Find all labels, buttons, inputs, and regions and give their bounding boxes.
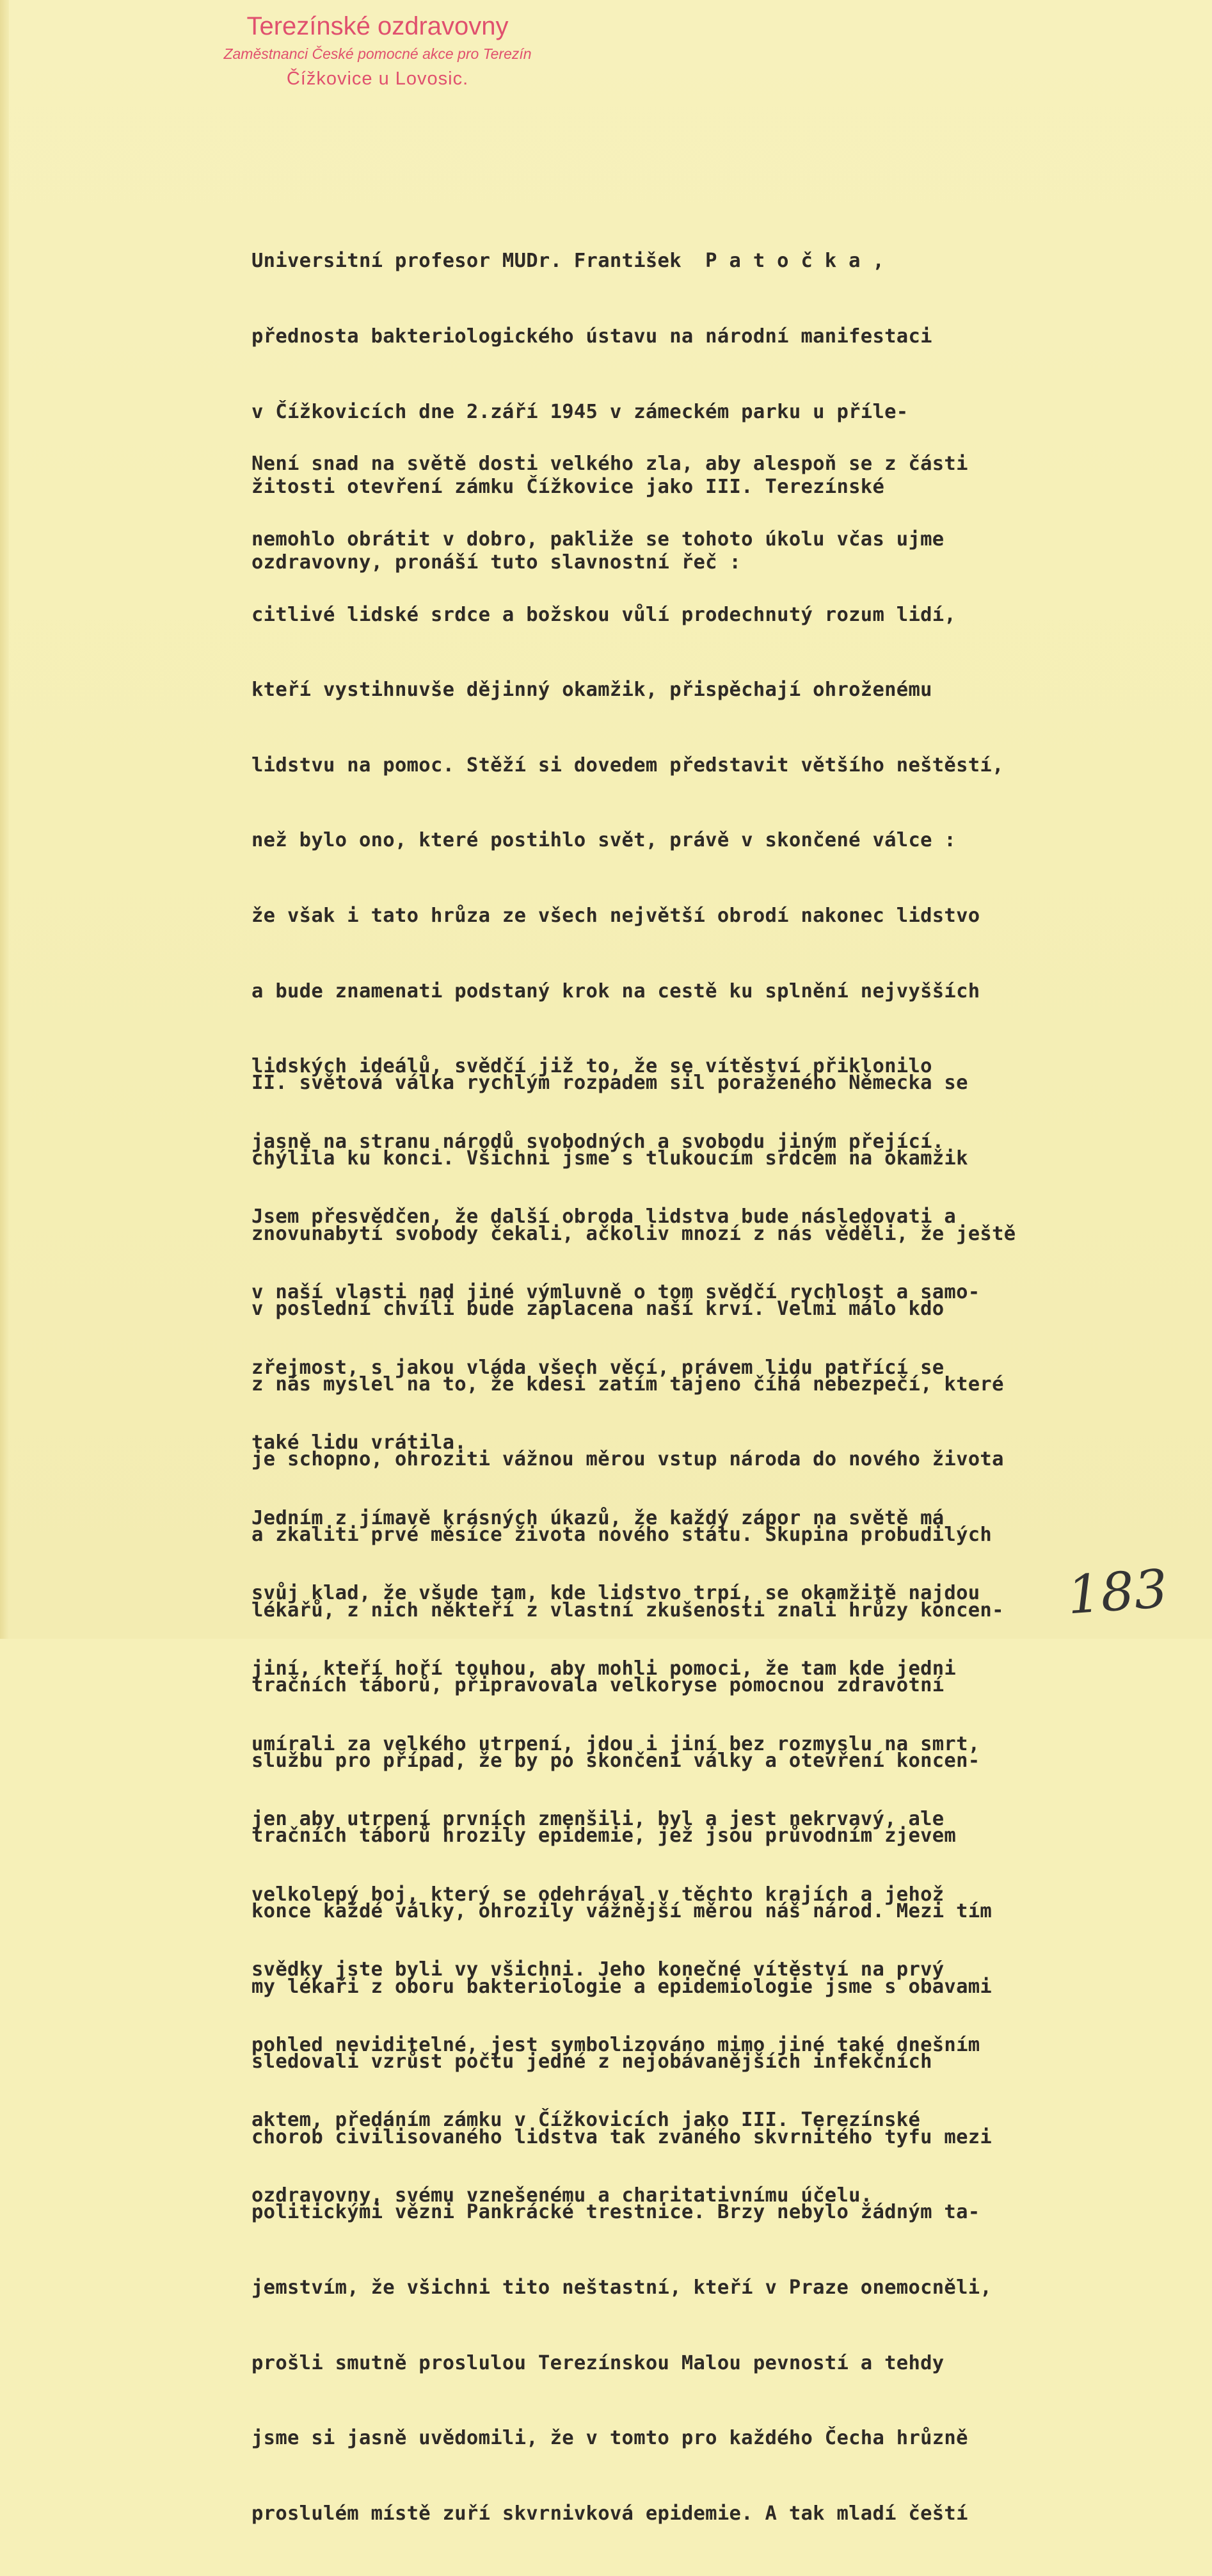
stamp-line-2: Zaměstnanci České pomocné akce pro Terezín: [223, 45, 532, 62]
text-line: lidstvu na pomoc. Stěží si dovedem představit většího neštěstí,: [251, 753, 1004, 777]
text-line: že však i tato hrůza ze všech největší obrodí nakonec lidstvo: [251, 904, 980, 927]
text-line: chýlila ku konci. Všichni jsme s tlukoucím srdcem na okamžik: [251, 1147, 968, 1170]
text-line: Universitní profesor MUDr. František P a t o č k a ,: [251, 250, 885, 273]
text-line: z nás myslel na to, že kdesi zatím tajeno číhá nebezpečí, které: [251, 1373, 1004, 1396]
text-line: velkolepý boj, který se odehrával v těchto krajích a jehož: [251, 1883, 945, 1906]
text-line: chorob civilisovaného lidstva tak zvaného skvrnitého tyfu mezi: [251, 2125, 993, 2148]
text-line: a bude znamenati podstaný krok na cestě ku splnění nejvyšších: [251, 979, 980, 1002]
text-line: prošli smutně proslulou Terezínskou Malou pevností a tehdy: [251, 2351, 945, 2374]
text-line: Není snad na světě dosti velkého zla, aby alespoň se z části: [251, 453, 968, 476]
text-line: jiní, kteří hoří touhou, aby mohli pomoci, že tam kde jedni: [251, 1657, 957, 1680]
text-line: žitosti otevření zámku Čížkovice jako III. Terezínské: [251, 476, 885, 499]
text-line: v naší vlasti nad jiné výmluvně o tom svědčí rychlost a samo-: [251, 1280, 980, 1303]
text-line: lidských ideálů, svědčí již to, že se vítěství přiklonilo: [251, 1055, 932, 1078]
stamp-line-1: Terezínské ozdravovny: [246, 12, 509, 40]
text-line: politickými vězni Pankrácké trestnice. Brzy nebylo žádným ta-: [251, 2201, 980, 2224]
text-line: jemstvím, že všichni tito neštastní, kteří v Praze onemocněli,: [251, 2276, 993, 2299]
text-line: aktem, předáním zámku v Čížkovicích jako III. Terezínské: [251, 2109, 921, 2132]
text-line: službu pro případ, že by po skončení války a otevření koncen-: [251, 1749, 980, 1772]
text-line: umírali za velkého utrpení, jdou i jiní bez rozmyslu na smrt,: [251, 1732, 980, 1755]
text-line: pohled neviditelné, jest symbolizováno mimo jiné také dnešním: [251, 2033, 980, 2056]
stamp-line-3: Čížkovice u Lovosic.: [286, 68, 469, 89]
text-line: proslulém místě zuří skvrnivková epidemie. A tak mladí čeští: [251, 2502, 968, 2525]
text-line: Jsem přesvědčen, že další obroda lidstva bude následovati a: [251, 1205, 957, 1228]
text-line: v Čížkovicích dne 2.září 1945 v zámeckém parku u příle-: [251, 400, 909, 423]
text-line: také lidu vrátila.: [251, 1431, 466, 1454]
text-line: citlivé lidské srdce a božskou vůlí prodechnutý rozum lidí,: [251, 603, 957, 626]
text-line: kteří vystihnuvše dějinný okamžik, přispěchají ohroženému: [251, 679, 932, 702]
text-line: přednosta bakteriologického ústavu na národní manifestaci: [251, 325, 932, 348]
text-line: lékařů, z nich někteří z vlastní zkušenosti znali hrůzy koncen-: [251, 1598, 1004, 1622]
text-line: než bylo ono, které postihlo svět, právě v skončené válce :: [251, 829, 957, 852]
paragraph-2: [251, 1020, 1186, 2576]
page-edge: [0, 0, 9, 1639]
text-line: II. světová válka rychlým rozpadem sil poraženého Německa se: [251, 1072, 968, 1095]
text-line: sledovali vzrůst počtu jedné z nejobávanějších infekčních: [251, 2050, 932, 2073]
letterhead-stamp: [211, 10, 544, 92]
text-line: ozdravovny, svému vznešenému a charitativnímu účelu.: [251, 2184, 873, 2207]
text-line: a zkaliti prvé měsíce života nového státu. Skupina probudilých: [251, 1523, 993, 1546]
text-line: jen aby utrpení prvních zmenšili, byl a jest nekrvavý, ale: [251, 1808, 945, 1831]
text-line: svědky jste byli vy všichni. Jeho konečné vítěství na prvý: [251, 1958, 945, 1981]
text-line: zřejmost, s jakou vláda všech věcí, právem lidu patřící se: [251, 1356, 945, 1379]
text-line: je schopno, ohroziti vážnou měrou vstup národa do nového života: [251, 1448, 1004, 1471]
text-line: nemohlo obrátit v dobro, pakliže se tohoto úkolu včas ujme: [251, 528, 945, 551]
text-line: jsme si jasně uvědomili, že v tomto pro každého Čecha hrůzně: [251, 2427, 968, 2450]
text-line: tračních táborů, připravovala velkoryse pomocnou zdravotní: [251, 1674, 945, 1697]
text-line: jasně na stranu národů svobodných a svobodu jiným přející.: [251, 1130, 945, 1153]
text-line: tračních táborů hrozily epidemie, jež jsou průvodním zjevem: [251, 1824, 957, 1847]
text-line: svůj klad, že všude tam, kde lidstvo trpí, se okamžitě najdou: [251, 1582, 980, 1605]
text-line: ozdravovny, pronáší tuto slavnostní řeč :: [251, 551, 742, 574]
text-line: Jedním z jímavě krásných úkazů, že každý zápor na světě má: [251, 1506, 945, 1529]
text-line: v poslední chvíli bude zaplacena naší krví. Velmi málo kdo: [251, 1298, 945, 1321]
text-line: konce každé války, ohrozily vážnější měrou náš národ. Mezi tím: [251, 1899, 993, 1922]
text-line: my lékaři z oboru bakteriologie a epidemiologie jsme s obavami: [251, 1975, 993, 1998]
page-number: 183: [1065, 1558, 1170, 1627]
text-line: znovunabytí svobody čekali, ačkoliv mnozí z nás věděli, že ještě: [251, 1222, 1016, 1245]
